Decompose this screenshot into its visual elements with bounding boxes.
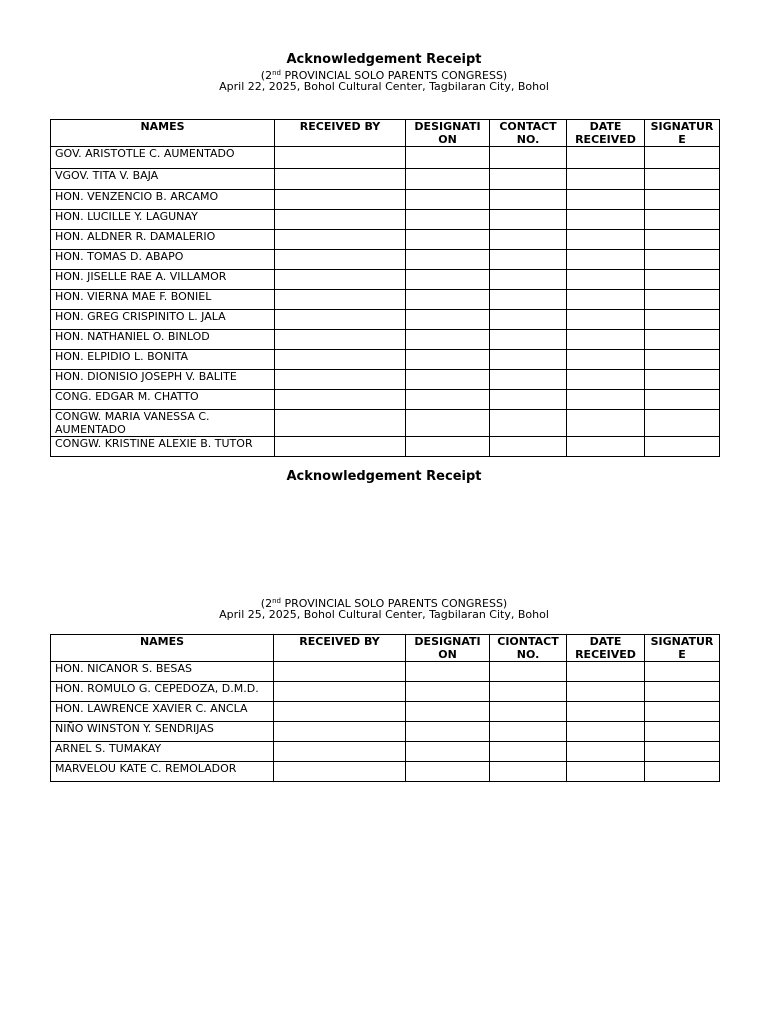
signature-cell [645, 147, 720, 169]
date-received-cell [567, 702, 645, 722]
contact-no-cell [490, 722, 567, 742]
column-header-designation: DESIGNATI ON [406, 120, 490, 147]
received-by-cell [275, 147, 406, 169]
column-header-contact-no: CIONTACT NO. [490, 635, 567, 662]
column-header-date-received: DATE RECEIVED [567, 635, 645, 662]
date-received-cell [567, 662, 645, 682]
table-row [51, 722, 720, 742]
received-by-cell [275, 410, 406, 437]
table-row [51, 190, 720, 210]
signature-cell [645, 662, 720, 682]
received-by-cell [275, 210, 406, 230]
column-header-signature: SIGNATUR E [645, 120, 720, 147]
date-received-cell [567, 370, 645, 390]
contact-no-cell [490, 230, 567, 250]
name-cell: MARVELOU KATE C. REMOLADOR [51, 762, 274, 782]
receipt-2-details: April 25, 2025, Bohol Cultural Center, Tagbilaran City, Bohol [219, 608, 549, 621]
contact-no-cell [490, 270, 567, 290]
column-header-names: NAMES [51, 120, 275, 147]
contact-no-cell [490, 410, 567, 437]
column-header-signature: SIGNATUR E [645, 635, 720, 662]
contact-no-cell [490, 662, 567, 682]
contact-no-cell [490, 190, 567, 210]
contact-no-cell [490, 682, 567, 702]
date-received-cell [567, 290, 645, 310]
designation-cell [406, 350, 490, 370]
signature-cell [645, 230, 720, 250]
name-cell: ARNEL S. TUMAKAY [51, 742, 274, 762]
contact-no-cell [490, 762, 567, 782]
column-header-date-received: DATE RECEIVED [567, 120, 645, 147]
column-header-contact-no: CONTACT NO. [490, 120, 567, 147]
received-by-cell [274, 742, 406, 762]
date-received-cell [567, 722, 645, 742]
name-cell: HON. LAWRENCE XAVIER C. ANCLA [51, 702, 274, 722]
designation-cell [406, 682, 490, 702]
designation-cell [406, 190, 490, 210]
edition-suffix: nd [272, 597, 281, 605]
signature-cell [645, 682, 720, 702]
table-row [51, 230, 720, 250]
designation-cell [406, 722, 490, 742]
designation-cell [406, 169, 490, 190]
date-received-cell [567, 682, 645, 702]
contact-no-cell [490, 169, 567, 190]
received-by-cell [275, 250, 406, 270]
date-received-cell [567, 742, 645, 762]
designation-cell [406, 330, 490, 350]
table-row [51, 410, 720, 437]
designation-cell [406, 437, 490, 457]
contact-no-cell [490, 702, 567, 722]
date-received-cell [567, 437, 645, 457]
signature-cell [645, 437, 720, 457]
date-received-cell [567, 190, 645, 210]
table-row [51, 437, 720, 457]
column-header-designation: DESIGNATI ON [406, 635, 490, 662]
name-cell: CONGW. MARIA VANESSA C. AUMENTADO [51, 410, 275, 437]
name-cell: HON. ALDNER R. DAMALERIO [51, 230, 275, 250]
contact-no-cell [490, 330, 567, 350]
designation-cell [406, 370, 490, 390]
table-row [51, 662, 720, 682]
signature-cell [645, 250, 720, 270]
contact-no-cell [490, 742, 567, 762]
name-cell: HON. ROMULO G. CEPEDOZA, D.M.D. [51, 682, 274, 702]
date-received-cell [567, 390, 645, 410]
edition-number: 2 [265, 597, 273, 610]
contact-no-cell [490, 390, 567, 410]
name-cell: HON. TOMAS D. ABAPO [51, 250, 275, 270]
received-by-cell [275, 310, 406, 330]
name-cell: HON. GREG CRISPINITO L. JALA [51, 310, 275, 330]
name-cell: HON. VENZENCIO B. ARCAMO [51, 190, 275, 210]
table-row [51, 762, 720, 782]
received-by-cell [275, 169, 406, 190]
column-header-received-by: RECEIVED BY [274, 635, 406, 662]
received-by-cell [275, 437, 406, 457]
designation-cell [406, 230, 490, 250]
designation-cell [406, 662, 490, 682]
date-received-cell [567, 210, 645, 230]
signature-cell [645, 270, 720, 290]
date-received-cell [567, 230, 645, 250]
receipt-1-table [50, 119, 720, 457]
congress-name: PROVINCIAL SOLO PARENTS CONGRESS) [284, 597, 508, 610]
name-cell: HON. ELPIDIO L. BONITA [51, 350, 275, 370]
column-header-received-by: RECEIVED BY [275, 120, 406, 147]
received-by-cell [275, 350, 406, 370]
receipt-2-event: (2nd PROVINCIAL SOLO PARENTS CONGRESS) [260, 597, 508, 610]
signature-cell [645, 722, 720, 742]
name-cell: HON. NATHANIEL O. BINLOD [51, 330, 275, 350]
date-received-cell [567, 330, 645, 350]
received-by-cell [274, 682, 406, 702]
received-by-cell [275, 370, 406, 390]
table-row [51, 742, 720, 762]
table-row [51, 702, 720, 722]
name-cell: NIÑO WINSTON Y. SENDRIJAS [51, 722, 274, 742]
contact-no-cell [490, 437, 567, 457]
received-by-cell [275, 230, 406, 250]
designation-cell [406, 210, 490, 230]
designation-cell [406, 390, 490, 410]
date-received-cell [567, 270, 645, 290]
receipt-1-title: Acknowledgement Receipt [286, 52, 482, 67]
edition-number: 2 [265, 69, 273, 82]
signature-cell [645, 330, 720, 350]
date-received-cell [567, 350, 645, 370]
designation-cell [406, 762, 490, 782]
signature-cell [645, 190, 720, 210]
table-row [51, 270, 720, 290]
table-row [51, 370, 720, 390]
table-row [51, 310, 720, 330]
received-by-cell [275, 390, 406, 410]
designation-cell [406, 410, 490, 437]
contact-no-cell [490, 310, 567, 330]
table-row [51, 682, 720, 702]
table-row [51, 210, 720, 230]
table-row [51, 350, 720, 370]
table-row [51, 390, 720, 410]
received-by-cell [274, 702, 406, 722]
received-by-cell [275, 330, 406, 350]
name-cell: HON. VIERNA MAE F. BONIEL [51, 290, 275, 310]
received-by-cell [274, 722, 406, 742]
receipt-1-details: April 22, 2025, Bohol Cultural Center, Tagbilaran City, Bohol [219, 80, 549, 93]
date-received-cell [567, 169, 645, 190]
congress-name: PROVINCIAL SOLO PARENTS CONGRESS) [284, 69, 508, 82]
designation-cell [406, 742, 490, 762]
received-by-cell [275, 290, 406, 310]
designation-cell [406, 310, 490, 330]
name-cell: HON. LUCILLE Y. LAGUNAY [51, 210, 275, 230]
date-received-cell [567, 250, 645, 270]
name-cell: VGOV. TITA V. BAJA [51, 169, 275, 190]
name-cell: HON. NICANOR S. BESAS [51, 662, 274, 682]
signature-cell [645, 290, 720, 310]
column-header-names: NAMES [51, 635, 274, 662]
signature-cell [645, 350, 720, 370]
table-row [51, 169, 720, 190]
received-by-cell [275, 270, 406, 290]
received-by-cell [274, 762, 406, 782]
table-row [51, 147, 720, 169]
signature-cell [645, 310, 720, 330]
received-by-cell [274, 662, 406, 682]
name-cell: CONG. EDGAR M. CHATTO [51, 390, 275, 410]
receipt-2-table [50, 634, 720, 782]
signature-cell [645, 410, 720, 437]
date-received-cell [567, 762, 645, 782]
table-row [51, 330, 720, 350]
date-received-cell [567, 310, 645, 330]
date-received-cell [567, 147, 645, 169]
signature-cell [645, 762, 720, 782]
contact-no-cell [490, 290, 567, 310]
contact-no-cell [490, 210, 567, 230]
designation-cell [406, 290, 490, 310]
designation-cell [406, 250, 490, 270]
receipt-2-title: Acknowledgement Receipt [286, 469, 482, 484]
contact-no-cell [490, 250, 567, 270]
designation-cell [406, 147, 490, 169]
name-cell: HON. JISELLE RAE A. VILLAMOR [51, 270, 275, 290]
receipt-1-event: (2nd PROVINCIAL SOLO PARENTS CONGRESS) [260, 69, 508, 82]
name-cell: GOV. ARISTOTLE C. AUMENTADO [51, 147, 275, 169]
date-received-cell [567, 410, 645, 437]
table-row [51, 290, 720, 310]
name-cell: CONGW. KRISTINE ALEXIE B. TUTOR [51, 437, 275, 457]
received-by-cell [275, 190, 406, 210]
signature-cell [645, 210, 720, 230]
table-row [51, 250, 720, 270]
signature-cell [645, 702, 720, 722]
signature-cell [645, 742, 720, 762]
table-header-row [51, 120, 720, 147]
signature-cell [645, 169, 720, 190]
designation-cell [406, 270, 490, 290]
signature-cell [645, 370, 720, 390]
contact-no-cell [490, 370, 567, 390]
signature-cell [645, 390, 720, 410]
table-header-row [51, 635, 720, 662]
contact-no-cell [490, 350, 567, 370]
contact-no-cell [490, 147, 567, 169]
name-cell: HON. DIONISIO JOSEPH V. BALITE [51, 370, 275, 390]
designation-cell [406, 702, 490, 722]
edition-suffix: nd [272, 69, 281, 77]
